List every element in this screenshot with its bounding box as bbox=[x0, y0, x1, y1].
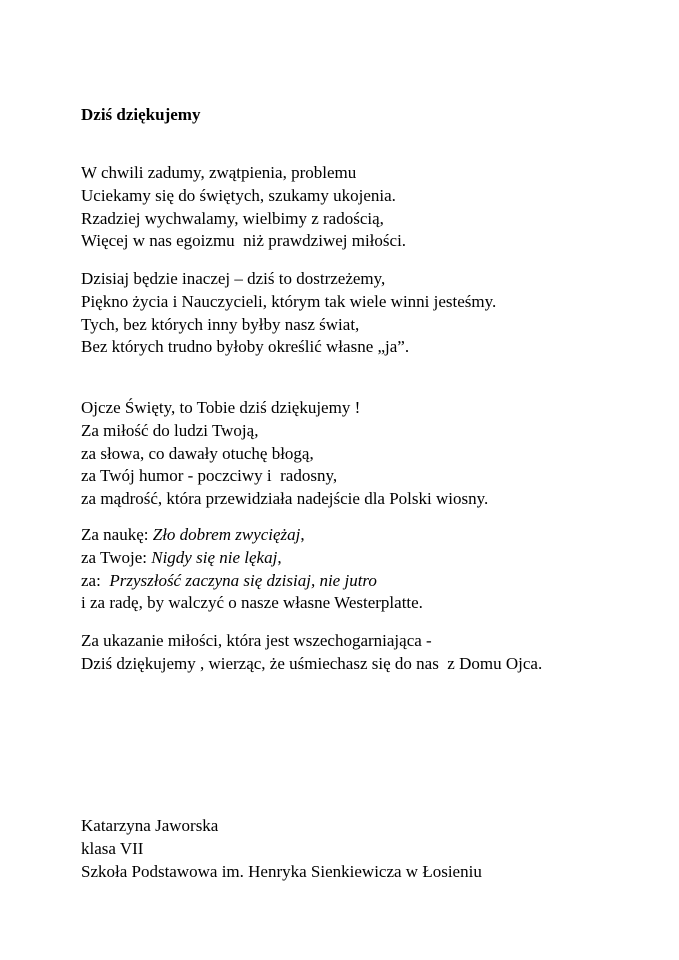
poem-line: Tych, bez których inny byłby nasz świat, bbox=[81, 314, 360, 334]
quote-italic: Zło dobrem zwyciężaj bbox=[152, 525, 301, 544]
poem-line bbox=[81, 547, 423, 570]
line-suffix: , bbox=[300, 525, 305, 544]
poem-line: Dzisiaj będzie inaczej – dziś to dostrzeżemy, bbox=[81, 269, 386, 288]
poem-line: Dziś dziękujemy , wierząc, że uśmiechasz się do nas z Domu Ojca. bbox=[81, 653, 543, 673]
quote-italic: Nigdy się nie lękaj bbox=[151, 547, 278, 567]
poem-line: Rzadziej wychwalamy, wielbimy z radością, bbox=[81, 208, 384, 228]
poem-line: W chwili zadumy, zwątpienia, problemu bbox=[81, 163, 357, 182]
poem-line bbox=[81, 524, 423, 547]
poem-line: Uciekamy się do świętych, szukamy ukojenia. bbox=[81, 185, 396, 205]
poem-line: Ojcze Święty, to Tobie dziś dziękujemy ! bbox=[81, 398, 361, 417]
poem-line: Piękno życia i Nauczycieli, którym tak wiele winni jesteśmy. bbox=[81, 291, 497, 311]
poem-line: Za ukazanie miłości, która jest wszechogarniająca - bbox=[81, 631, 432, 650]
poem-line: Za miłość do ludzi Twoją, bbox=[81, 420, 259, 440]
stanza-2 bbox=[81, 268, 496, 359]
poem-line: za mądrość, która przewidziała nadejście dla Polski wiosny. bbox=[81, 489, 489, 509]
author-block bbox=[81, 815, 482, 883]
poem-line: i za radę, by walczyć o nasze własne Westerplatte. bbox=[81, 593, 423, 613]
line-prefix: Za naukę: bbox=[81, 525, 153, 544]
poem-line: za słowa, co dawały otuchę błogą, bbox=[81, 443, 314, 463]
author-school: Szkoła Podstawowa im. Henryka Sienkiewicza w Łosieniu bbox=[81, 861, 482, 881]
stanza-5 bbox=[81, 630, 542, 676]
poem-line: Bez których trudno byłoby określić własne „ja”. bbox=[81, 337, 410, 357]
author-name: Katarzyna Jaworska bbox=[81, 816, 219, 835]
author-class: klasa VII bbox=[81, 838, 144, 858]
poem-title: Dziś dziękujemy bbox=[81, 105, 201, 124]
line-prefix: za Twoje: bbox=[81, 547, 152, 567]
poem-line: Więcej w nas egoizmu niż prawdziwej miłości. bbox=[81, 231, 407, 251]
poem-line bbox=[81, 570, 423, 593]
stanza-4 bbox=[81, 524, 423, 615]
quote-italic: Przyszłość zaczyna się dzisiaj, nie jutro bbox=[109, 570, 377, 590]
stanza-1 bbox=[81, 162, 406, 253]
poem-line: za Twój humor - poczciwy i radosny, bbox=[81, 466, 338, 486]
stanza-3 bbox=[81, 397, 488, 511]
line-suffix: , bbox=[277, 547, 282, 567]
line-prefix: za: bbox=[81, 570, 110, 590]
